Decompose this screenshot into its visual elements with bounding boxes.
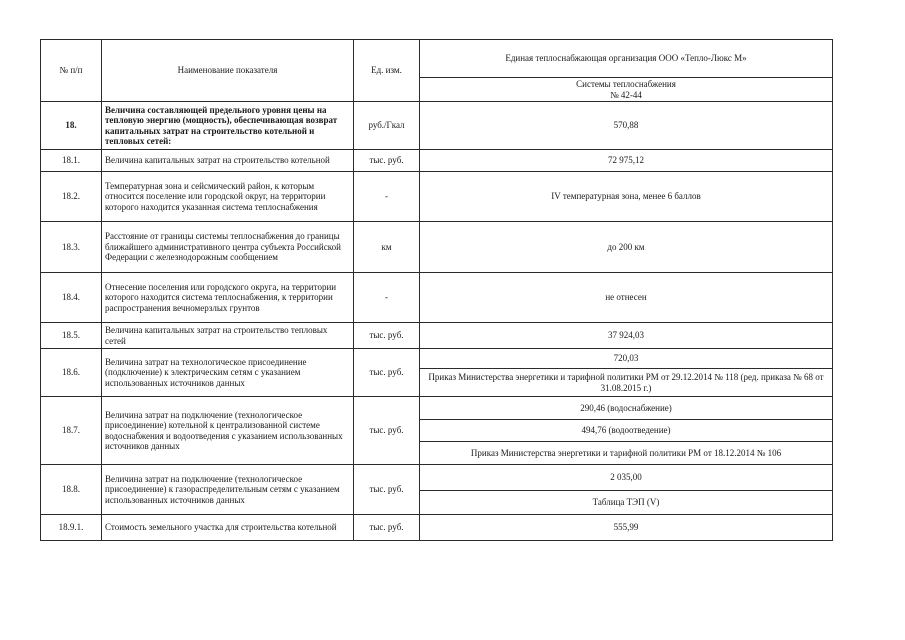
row-unit: тыс. руб. xyxy=(354,515,420,541)
row-unit: - xyxy=(354,172,420,222)
row-num: 18.5. xyxy=(41,323,102,349)
row-name: Величина затрат на подключение (технологическое присоединение) котельной к централизованной системе водоснабжения и водоотведения с указанием использованных источников данных xyxy=(102,397,354,465)
row-name: Стоимость земельного участка для строительства котельной xyxy=(102,515,354,541)
row-value: 2 035,00 xyxy=(420,465,833,491)
table-row xyxy=(41,222,833,273)
header-num: № п/п xyxy=(41,40,102,102)
row-value: IV температурная зона, менее 6 баллов xyxy=(420,172,833,222)
row-value: 290,46 (водоснабжение) xyxy=(420,397,833,420)
header-systems xyxy=(420,78,833,102)
table-row xyxy=(41,323,833,349)
header-unit: Ед. изм. xyxy=(354,40,420,102)
row-unit: - xyxy=(354,273,420,323)
header-row xyxy=(41,40,833,78)
row-unit: руб./Гкал xyxy=(354,102,420,150)
row-num: 18.3. xyxy=(41,222,102,273)
row-value: не отнесен xyxy=(420,273,833,323)
row-unit: тыс. руб. xyxy=(354,465,420,515)
header-org: Единая теплоснабжающая организация ООО «Тепло-Люкс М» xyxy=(420,40,833,78)
table-row xyxy=(41,172,833,222)
row-num: 18.1. xyxy=(41,150,102,172)
row-name: Отнесение поселения или городского округа, на территории которого находится система теплоснабжения, к территории распространения вечномерзлых грунтов xyxy=(102,273,354,323)
row-name: Величина составляющей предельного уровня цены на тепловую энергию (мощность), обеспечивающая возврат капитальных затрат на строительство котельной и тепловых сетей: xyxy=(102,102,354,150)
row-source: Таблица ТЭП (V) xyxy=(420,491,833,515)
row-unit: тыс. руб. xyxy=(354,397,420,465)
row-value: до 200 км xyxy=(420,222,833,273)
row-num: 18. xyxy=(41,102,102,150)
row-num: 18.6. xyxy=(41,349,102,397)
row-num: 18.8. xyxy=(41,465,102,515)
row-source: Приказ Министерства энергетики и тарифной политики РМ от 18.12.2014 № 106 xyxy=(420,442,833,465)
row-source: Приказ Министерства энергетики и тарифной политики РМ от 29.12.2014 № 118 (ред. приказа № 68 от 31.08.2015 г.) xyxy=(420,369,833,397)
table-row xyxy=(41,150,833,172)
table-row xyxy=(41,515,833,541)
row-num: 18.2. xyxy=(41,172,102,222)
row-unit: км xyxy=(354,222,420,273)
row-value: 72 975,12 xyxy=(420,150,833,172)
row-value: 555,99 xyxy=(420,515,833,541)
header-systems-line1: Системы теплоснабжения xyxy=(576,79,676,89)
header-name: Наименование показателя xyxy=(102,40,354,102)
table-row xyxy=(41,349,833,369)
row-num: 18.4. xyxy=(41,273,102,323)
row-unit: тыс. руб. xyxy=(354,323,420,349)
row-num: 18.9.1. xyxy=(41,515,102,541)
row-value: 37 924,03 xyxy=(420,323,833,349)
table-row xyxy=(41,397,833,420)
row-name: Температурная зона и сейсмический район, к которым относится поселение или городской округ, на территории которого находится указанная система теплоснабжения xyxy=(102,172,354,222)
row-value: 720,03 xyxy=(420,349,833,369)
table-row xyxy=(41,273,833,323)
row-name: Величина затрат на подключение (технологическое присоединение) к газораспределительным сетям с указанием использованных источников данных xyxy=(102,465,354,515)
row-name: Величина затрат на технологическое присоединение (подключение) к электрическим сетям с указанием использованных источников данных xyxy=(102,349,354,397)
table-row xyxy=(41,465,833,491)
row-value-2: 494,76 (водоотведение) xyxy=(420,420,833,442)
row-num: 18.7. xyxy=(41,397,102,465)
table-row xyxy=(41,102,833,150)
header-systems-line2: № 42-44 xyxy=(610,89,642,100)
row-name: Величина капитальных затрат на строительство котельной xyxy=(102,150,354,172)
indicators-table xyxy=(40,39,833,541)
row-unit: тыс. руб. xyxy=(354,349,420,397)
row-name: Величина капитальных затрат на строительство тепловых сетей xyxy=(102,323,354,349)
row-name: Расстояние от границы системы теплоснабжения до границы ближайшего административного центра субъекта Российской Федерации с железнодорожным сообщением xyxy=(102,222,354,273)
row-unit: тыс. руб. xyxy=(354,150,420,172)
row-value: 570,88 xyxy=(420,102,833,150)
